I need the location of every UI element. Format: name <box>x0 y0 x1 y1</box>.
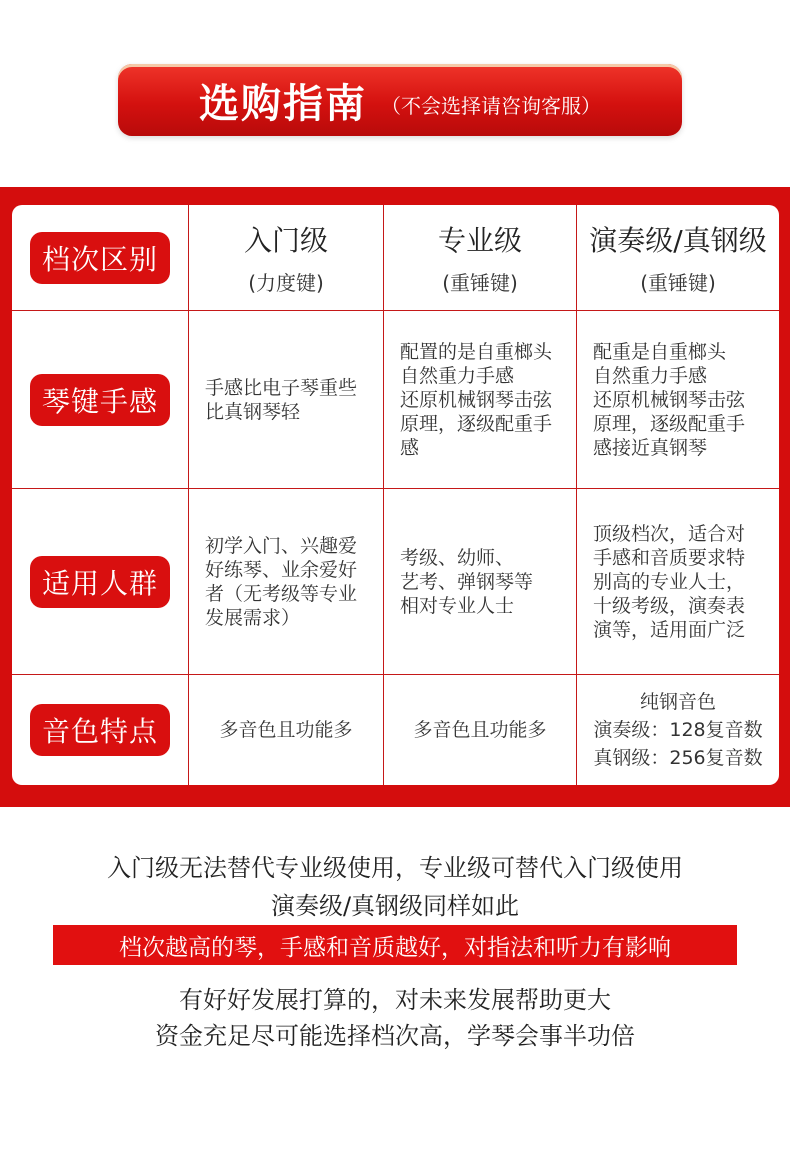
column-header-concert <box>577 205 779 311</box>
cell-line: 还原机械钢琴击弦 <box>593 388 746 411</box>
comparison-table <box>12 205 779 785</box>
cell-line: 真钢级：256复音数 <box>593 747 763 769</box>
note-line: 有好好发展打算的，对未来发展帮助更大 <box>179 986 611 1014</box>
cell-line: 相对专业人士 <box>400 594 515 617</box>
cell-line: 演等，适用面广泛 <box>593 618 746 641</box>
cell-line: 纯钢音色 <box>639 691 716 713</box>
table-cell <box>577 675 779 785</box>
cell-line: 顶级档次，适合对 <box>593 522 746 545</box>
cell-line: 手感比电子琴重些 <box>205 376 358 399</box>
cell-line: 十级考级，演奏表 <box>593 594 746 617</box>
row-label-cell <box>12 311 189 489</box>
cell-line: 自然重力手感 <box>593 364 708 387</box>
banner-subtitle: （不会选择请咨询客服） <box>381 93 601 118</box>
key-feel-pill: 琴键手感 <box>30 374 170 426</box>
cell-line: 感 <box>400 436 420 459</box>
cell-line: 考级、幼师、 <box>400 546 515 569</box>
cell-line: 还原机械钢琴击弦 <box>400 388 553 411</box>
table-cell <box>189 675 384 785</box>
cell-line: 初学入门、兴趣爱 <box>205 534 358 557</box>
cell-line: 感接近真钢琴 <box>593 436 708 459</box>
cell-line: 自然重力手感 <box>400 364 515 387</box>
cell-line: 艺考、弹钢琴等 <box>400 570 534 593</box>
cell-line: 多音色且功能多 <box>219 719 353 741</box>
target-users-pill: 适用人群 <box>30 556 170 608</box>
grade-difference-pill: 档次区别 <box>30 232 170 284</box>
note-line: 演奏级/真钢级同样如此 <box>270 892 520 920</box>
cell-line: 手感和音质要求特 <box>593 546 746 569</box>
highlight-note: 档次越高的琴，手感和音质越好，对指法和听力有影响 <box>53 925 737 965</box>
cell-line: 发展需求） <box>205 606 301 629</box>
banner-title: 选购指南 <box>199 80 367 127</box>
cell-line: 好练琴、业余爱好 <box>205 558 358 581</box>
row-label-cell <box>12 489 189 675</box>
column-key-type: (重锤键) <box>640 271 716 295</box>
cell-line: 配重是自重榔头 <box>593 340 727 363</box>
cell-line: 者（无考级等专业 <box>205 582 358 605</box>
column-key-type: (重锤键) <box>442 271 518 295</box>
column-key-type: (力度键) <box>248 271 324 295</box>
cell-line: 别高的专业人士， <box>593 570 746 593</box>
cell-line: 多音色且功能多 <box>413 719 547 741</box>
table-cell <box>189 311 384 489</box>
table-cell <box>577 311 779 489</box>
column-header-entry <box>189 205 384 311</box>
guide-banner <box>118 64 682 136</box>
note-line: 资金充足尽可能选择档次高，学琴会事半功倍 <box>155 1022 635 1050</box>
row-label-cell <box>12 675 189 785</box>
column-name: 演奏级/真钢级 <box>589 224 767 257</box>
table-cell <box>384 675 577 785</box>
column-header-pro <box>384 205 577 311</box>
header-label-cell <box>12 205 189 311</box>
cell-line: 演奏级：128复音数 <box>593 719 763 741</box>
table-cell <box>384 489 577 675</box>
column-name: 入门级 <box>243 224 328 257</box>
cell-line: 配置的是自重榔头 <box>400 340 553 363</box>
table-cell <box>384 311 577 489</box>
tone-features-pill: 音色特点 <box>30 704 170 756</box>
table-cell <box>189 489 384 675</box>
cell-line: 原理，逐级配重手 <box>400 412 553 435</box>
cell-line: 原理，逐级配重手 <box>593 412 746 435</box>
cell-line: 比真钢琴轻 <box>205 400 301 423</box>
table-cell <box>577 489 779 675</box>
note-line: 入门级无法替代专业级使用，专业级可替代入门级使用 <box>107 854 683 882</box>
column-name: 专业级 <box>437 224 522 257</box>
